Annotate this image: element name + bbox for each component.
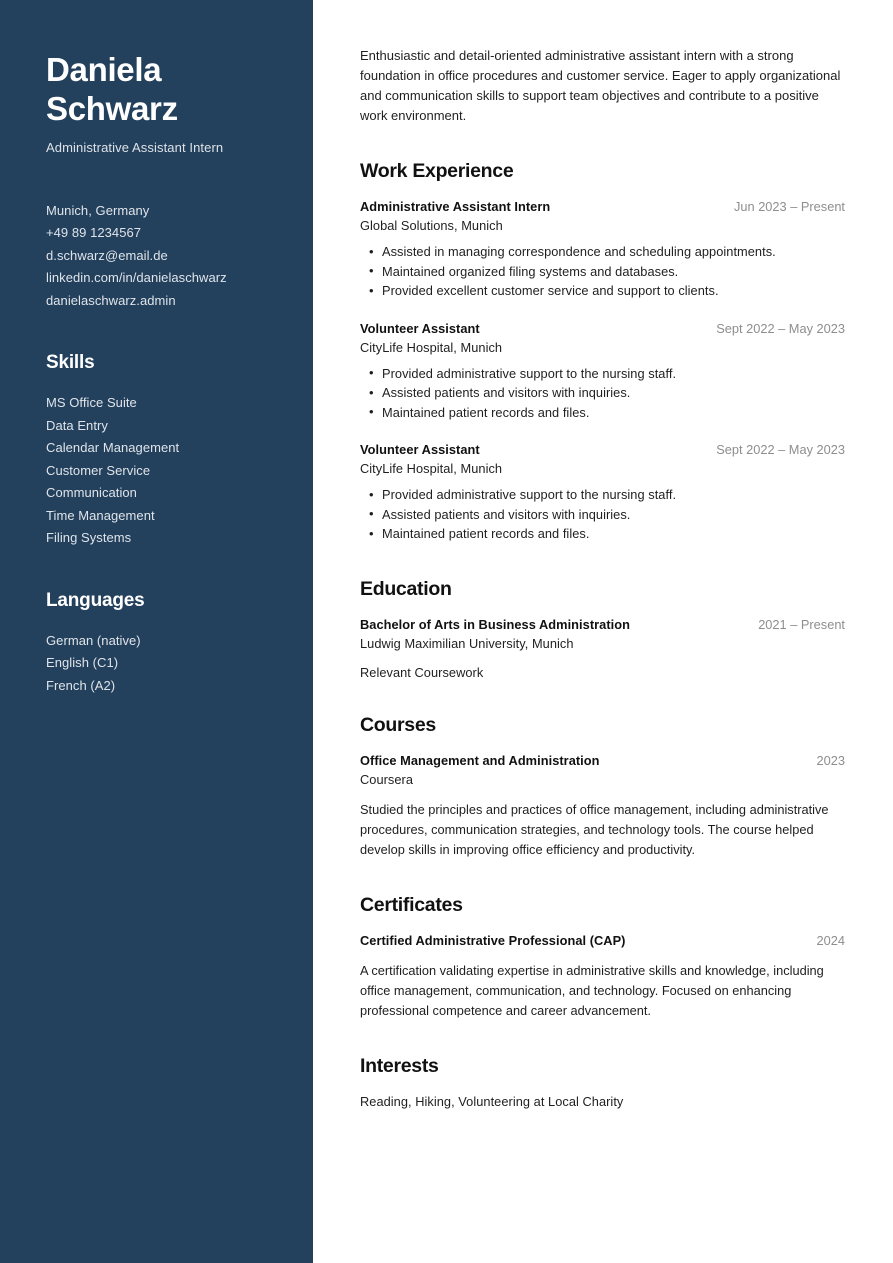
certificate-description: A certification validating expertise in administrative skills and knowledge, including office management, communication, and technology. Focused on enhancing professional competence and career advancement. <box>360 962 824 1018</box>
course-provider: Coursera <box>360 771 414 787</box>
work-entry-date: Sept 2022 – May 2023 <box>716 442 845 457</box>
language-item: English (C1) <box>46 655 119 671</box>
certificate-date: 2024 <box>816 932 845 948</box>
work-entry-date: Jun 2023 – Present <box>734 199 845 214</box>
skill-item: MS Office Suite <box>46 395 137 411</box>
languages-section <box>46 590 289 698</box>
work-entry-organization: CityLife Hospital, Munich <box>360 461 503 476</box>
education-institution: Ludwig Maximilian University, Munich <box>360 635 574 651</box>
contact-location: Munich, Germany <box>46 202 150 218</box>
education-entry <box>360 617 845 680</box>
education-date: 2021 – Present <box>758 616 845 632</box>
work-entry-header <box>360 442 845 457</box>
courses-section <box>360 714 845 860</box>
work-entry-header <box>360 199 845 214</box>
course-entry-header <box>360 753 845 768</box>
course-description: Studied the principles and practices of office management, including administrative procedures, communication strategies, and technology tools. The course helped develop skills in improving office efficiency and productivity. <box>360 801 829 857</box>
work-bullet: • Maintained patient records and files. <box>360 524 845 544</box>
interests-heading: Interests <box>360 1054 439 1077</box>
skills-heading: Skills <box>46 352 95 374</box>
language-item: German (native) <box>46 632 141 648</box>
certificates-heading: Certificates <box>360 893 463 916</box>
main-content <box>313 0 893 1263</box>
education-section <box>360 578 845 680</box>
interests-section <box>360 1055 845 1109</box>
work-entry-bullets <box>360 242 845 301</box>
work-bullet: • Assisted patients and visitors with inquiries. <box>360 505 845 525</box>
work-bullet: • Maintained organized filing systems and databases. <box>360 262 845 282</box>
skill-item: Customer Service <box>46 462 151 478</box>
work-bullet: • Assisted in managing correspondence and scheduling appointments. <box>360 242 845 262</box>
contact-linkedin[interactable]: linkedin.com/in/danielaschwarz <box>46 270 227 286</box>
certificate-title: Certified Administrative Professional (CAP) <box>360 932 626 948</box>
courses-heading: Courses <box>360 713 436 736</box>
skill-item: Data Entry <box>46 417 108 433</box>
certificate-entry <box>360 933 845 1021</box>
work-entry-title: Volunteer Assistant <box>360 442 480 457</box>
work-bullet: • Provided excellent customer service and support to clients. <box>360 281 845 301</box>
languages-heading: Languages <box>46 589 145 611</box>
professional-summary: Enthusiastic and detail-oriented administrative assistant intern with a strong foundation in office procedures and customer service. Eager to apply organizational and communication skills to support team objectives and contribute to a positive work environment. <box>360 48 841 123</box>
candidate-job-title: Administrative Assistant Intern <box>46 139 224 155</box>
work-entry <box>360 442 845 544</box>
work-bullet: • Provided administrative support to the nursing staff. <box>360 364 845 384</box>
sidebar <box>0 0 313 1263</box>
work-experience-heading: Work Experience <box>360 160 514 182</box>
certificate-entry-header <box>360 933 845 948</box>
certificates-section <box>360 894 845 1021</box>
contact-handle[interactable]: danielaschwarz.admin <box>46 292 176 308</box>
work-entry-title: Administrative Assistant Intern <box>360 199 551 214</box>
skills-section <box>46 352 289 550</box>
work-entry <box>360 199 845 301</box>
contact-email[interactable]: d.schwarz@email.de <box>46 247 168 263</box>
contact-phone[interactable]: +49 89 1234567 <box>46 225 142 241</box>
candidate-name <box>46 51 289 129</box>
candidate-name-line2: Schwarz <box>46 89 178 127</box>
work-entry-organization: CityLife Hospital, Munich <box>360 339 503 355</box>
education-degree: Bachelor of Arts in Business Administration <box>360 616 630 632</box>
education-coursework-note: Relevant Coursework <box>360 664 484 680</box>
education-heading: Education <box>360 577 452 600</box>
name-block <box>46 51 289 155</box>
interests-list: Reading, Hiking, Volunteering at Local Charity <box>360 1093 624 1109</box>
work-entry-organization: Global Solutions, Munich <box>360 218 503 233</box>
course-date: 2023 <box>816 752 845 768</box>
work-bullet: • Provided administrative support to the nursing staff. <box>360 485 845 505</box>
work-experience-section <box>360 160 845 544</box>
work-entry-date: Sept 2022 – May 2023 <box>716 320 845 336</box>
work-entry-title: Volunteer Assistant <box>360 320 480 336</box>
candidate-name-line1: Daniela <box>46 51 162 88</box>
course-title: Office Management and Administration <box>360 752 600 768</box>
skill-item: Filing Systems <box>46 530 132 546</box>
contact-block <box>46 200 289 313</box>
skill-item: Time Management <box>46 507 155 523</box>
work-bullet: • Assisted patients and visitors with inquiries. <box>360 383 845 403</box>
work-entry-bullets <box>360 364 845 423</box>
work-entry-header <box>360 321 845 336</box>
work-entry <box>360 321 845 423</box>
skill-item: Communication <box>46 485 137 501</box>
course-entry <box>360 753 845 860</box>
work-entry-bullets <box>360 485 845 544</box>
work-bullet: • Maintained patient records and files. <box>360 403 845 423</box>
skill-item: Calendar Management <box>46 440 180 456</box>
language-item: French (A2) <box>46 677 116 693</box>
education-entry-header <box>360 617 845 632</box>
